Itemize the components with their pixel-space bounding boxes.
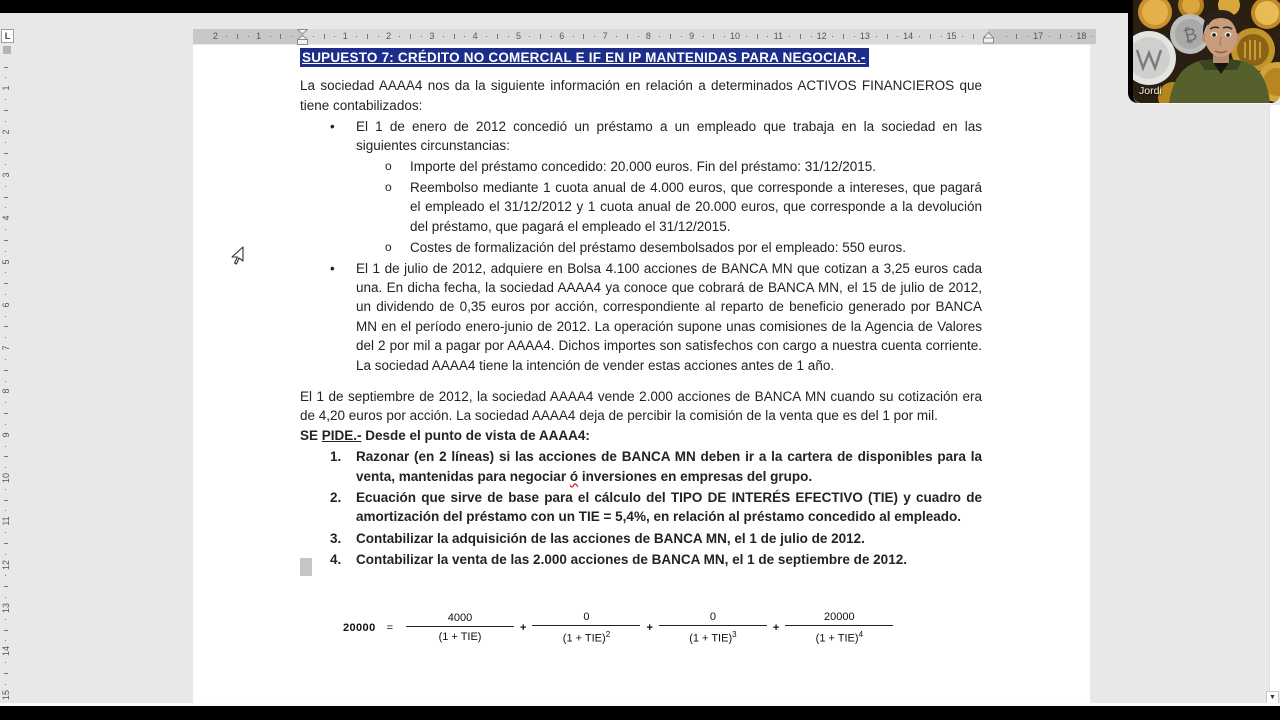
ruler-number: 4 xyxy=(1,215,11,221)
ruler-tick xyxy=(854,36,855,37)
ruler-tick xyxy=(5,597,6,598)
ruler-tick xyxy=(659,36,660,37)
ruler-number: 6 xyxy=(559,31,565,41)
numbered-item-text xyxy=(356,488,982,527)
ruler-tick xyxy=(4,500,8,501)
ruler-tick xyxy=(5,381,6,382)
bullet-item-shares xyxy=(300,259,982,375)
ruler-tick xyxy=(421,36,422,37)
ruler-tick xyxy=(313,36,314,37)
webcam-participant-name: Jordi xyxy=(1139,85,1162,97)
ruler-tick xyxy=(5,337,6,338)
ruler-tick xyxy=(670,34,671,39)
numbered-item-label: 1. xyxy=(330,449,342,465)
left-indent-marker[interactable] xyxy=(297,29,308,45)
ruler-tick xyxy=(5,207,6,208)
ruler-tick xyxy=(334,36,335,37)
ruler-tick xyxy=(5,77,6,78)
ruler-tick xyxy=(1016,34,1017,39)
ruler-tick xyxy=(454,34,455,39)
bullet-marker: • xyxy=(330,118,335,134)
numbered-item xyxy=(300,447,982,486)
sub-bullet-marker: o xyxy=(385,159,392,174)
sub-bullet-item xyxy=(300,178,982,236)
ruler-number: 1 xyxy=(1,85,11,91)
numbered-item-label: 2. xyxy=(330,490,342,506)
ruler-tick xyxy=(4,543,8,544)
ruler-tick xyxy=(486,36,487,37)
ruler-tick xyxy=(540,34,541,39)
ruler-number: 15 xyxy=(946,31,957,41)
numbered-item-text xyxy=(356,529,982,548)
ruler-tick xyxy=(887,34,888,39)
fraction-numerator: 20000 xyxy=(785,611,893,626)
ruler-number: 7 xyxy=(1,345,11,351)
ruler-number: 15 xyxy=(1,689,11,700)
ruler-tick xyxy=(1071,36,1072,37)
fraction-numerator: 0 xyxy=(659,611,767,626)
ruler-number: 8 xyxy=(1,388,11,394)
ruler-tick xyxy=(962,36,963,37)
ruler-tick xyxy=(5,294,6,295)
ruler-number: 13 xyxy=(859,31,870,41)
ruler-tick xyxy=(5,640,6,641)
ruler-tick xyxy=(930,34,931,39)
text-part: inversiones en empresas del grupo. xyxy=(578,468,813,484)
sub-bullet-list xyxy=(300,157,982,257)
ruler-tick xyxy=(876,36,877,37)
ruler-tick xyxy=(5,467,6,468)
sub-bullet-text: Costes de formalización del préstamo desembolsados por el empleado: 550 euros. xyxy=(410,239,907,255)
ruler-tick xyxy=(5,229,6,230)
ruler-number: 13 xyxy=(1,602,11,613)
ruler-tick xyxy=(5,251,6,252)
document-content xyxy=(300,48,982,572)
ruler-tick xyxy=(1049,36,1050,37)
ruler-tick xyxy=(324,34,325,39)
ruler-tick xyxy=(5,142,6,143)
ruler-tick xyxy=(4,413,8,414)
ruler-tick xyxy=(583,34,584,39)
formula-fraction xyxy=(659,611,767,645)
text-part: Desde el punto de vista de AAAA4: xyxy=(361,427,590,443)
document-title-line xyxy=(300,48,982,67)
vertical-ruler[interactable] xyxy=(0,29,13,703)
ruler-tick xyxy=(4,370,8,371)
ruler-tick xyxy=(919,36,920,37)
text-part: PIDE.- xyxy=(321,427,362,443)
ruler-tick xyxy=(410,34,411,39)
text-part: Ecuación que sirve de base para el cálculo del TIPO DE INTERÉS EFECTIVO (TIE) y cuadro de amortización del préstamo con un TIE = 5,4%, en relación al préstamo concedido al empleado. xyxy=(356,490,982,525)
fraction-exponent: 3 xyxy=(732,630,737,639)
formula-plus: + xyxy=(520,621,527,634)
ruler-tick xyxy=(5,359,6,360)
bullet-item-text: El 1 de julio de 2012, adquiere en Bolsa 4.100 acciones de BANCA MN que cotizan a 3,25 euros cada una. En dicha fecha, la sociedad AAAA4 ya conoce que cobrará de BANCA MN, el 15 de julio de 2012, un dividendo de 0,35 euros por acción, correspondiente al reparto de beneficio generado por BANCA MN en el período enero-junio de 2012. La operación supone unas comisiones de la Agencia de Valores del 2 por mil a pagar por AAAA4. Dichos importes son satisfechos con cargo a nuestra cuenta corriente. La sociedad AAAA4 tiene la intención de vender estas acciones antes de 1 año. xyxy=(356,260,982,373)
ruler-number: 1 xyxy=(342,31,348,41)
ruler-tick xyxy=(832,36,833,37)
ruler-tick xyxy=(4,240,8,241)
ruler-tick xyxy=(248,36,249,37)
ruler-tick xyxy=(4,110,8,111)
text-part: Contabilizar la venta de las 2.000 acciones de BANCA MN, el 1 de septiembre de 2012. xyxy=(356,552,907,568)
ruler-tick xyxy=(724,36,725,37)
ruler-tick xyxy=(237,34,238,39)
ruler-tick xyxy=(713,34,714,39)
ruler-number: 2 xyxy=(212,31,218,41)
sub-bullet-text: Importe del préstamo concedido: 20.000 euros. Fin del préstamo: 31/12/2015. xyxy=(410,159,877,175)
bullet-marker: • xyxy=(330,260,335,276)
numbered-list xyxy=(300,447,982,569)
ruler-tick xyxy=(4,586,8,587)
formula-plus: + xyxy=(772,621,780,634)
numbered-item xyxy=(300,550,982,569)
ruler-number: 17 xyxy=(1033,31,1044,41)
ruler-tick xyxy=(4,197,8,198)
ruler-number: 6 xyxy=(1,302,11,308)
ruler-tick xyxy=(941,36,942,37)
ruler-number: 10 xyxy=(1,472,11,483)
numbered-item-label: 4. xyxy=(330,552,342,568)
ruler-tick xyxy=(800,34,801,39)
ruler-tick xyxy=(1006,36,1007,37)
ruler-tick xyxy=(443,36,444,37)
sub-bullet-marker: o xyxy=(385,239,392,254)
bullet-item-text: El 1 de enero de 2012 concedió un préstamo a un empleado que trabaja en la sociedad en las siguientes circunstancias: xyxy=(356,118,982,154)
fraction-denominator: (1 + TIE)$^3$ xyxy=(689,630,737,645)
ruler-tick xyxy=(508,36,509,37)
ruler-tick xyxy=(627,34,628,39)
se-pide-line xyxy=(300,426,982,445)
formula-fraction xyxy=(532,611,640,645)
ruler-tick xyxy=(5,164,6,165)
numbered-item-text xyxy=(356,447,982,486)
ruler-tick xyxy=(984,36,985,37)
ruler-tick xyxy=(5,272,6,273)
bullet-item-loan xyxy=(300,117,982,156)
formula-fraction xyxy=(406,612,514,643)
ruler-tick xyxy=(897,36,898,37)
ruler-number: 18 xyxy=(1076,31,1087,41)
ruler-tick xyxy=(367,34,368,39)
svg-text:₿: ₿ xyxy=(1181,23,1200,48)
fraction-exponent: 2 xyxy=(605,630,611,639)
ruler-tick xyxy=(5,316,6,317)
ruler-tick xyxy=(551,36,552,37)
ruler-number: 12 xyxy=(1,559,11,570)
fraction-denominator: (1 + TIE)$^4$ xyxy=(815,630,864,645)
fraction-denominator: (1 + TIE) xyxy=(438,631,482,644)
ruler-tick xyxy=(616,36,617,37)
text-part: Contabilizar la adquisición de las acciones de BANCA MN, el 1 de julio de 2012. xyxy=(356,530,865,546)
ruler-number: 5 xyxy=(515,31,522,41)
numbered-item xyxy=(300,488,982,527)
webcam-video xyxy=(1133,0,1280,103)
ruler-tick xyxy=(5,619,6,620)
misspelled-word: ó xyxy=(569,468,579,484)
ruler-tick xyxy=(757,34,758,39)
fraction-denominator: (1 + TIE)$^2$ xyxy=(562,630,611,645)
ruler-tick xyxy=(4,67,8,68)
numbered-item xyxy=(300,529,982,548)
ruler-tick xyxy=(5,532,6,533)
ruler-number: 11 xyxy=(773,31,783,41)
ruler-tick xyxy=(226,36,227,37)
ruler-number: 9 xyxy=(1,432,11,438)
ruler-number: 4 xyxy=(472,31,478,41)
numbered-item-label: 3. xyxy=(330,530,342,546)
formula-fraction xyxy=(785,611,893,645)
ruler-tick xyxy=(5,489,6,490)
ruler-tick xyxy=(399,36,400,37)
ruler-tick xyxy=(464,36,465,37)
ruler-tick xyxy=(5,575,6,576)
formula-equals: = xyxy=(386,621,394,634)
ruler-number: 14 xyxy=(903,31,914,41)
formula-lhs: 20000 xyxy=(343,621,376,634)
ruler-tick xyxy=(4,630,8,631)
mouse-cursor xyxy=(228,246,246,266)
formula-plus: + xyxy=(646,621,653,634)
sub-bullet-marker: o xyxy=(385,179,392,194)
ruler-number: 2 xyxy=(386,31,392,41)
ruler-number: 14 xyxy=(1,646,11,657)
ruler-tick xyxy=(573,36,574,37)
ruler-tick xyxy=(4,673,8,674)
fraction-numerator: 0 xyxy=(532,611,640,626)
ruler-tick xyxy=(973,34,974,39)
ruler-tick xyxy=(5,121,6,122)
ruler-tick xyxy=(1092,36,1093,37)
ruler-tick xyxy=(5,662,6,663)
ruler-tick xyxy=(291,36,292,37)
text-part: SE xyxy=(300,427,322,443)
ruler-tick xyxy=(703,36,704,37)
ruler-tick xyxy=(5,510,6,511)
ruler-tick xyxy=(638,36,639,37)
ruler-tick xyxy=(356,36,357,37)
ruler-tick xyxy=(843,34,844,39)
ruler-tick xyxy=(811,36,812,37)
ruler-number: 12 xyxy=(816,31,827,41)
sub-bullet-item xyxy=(300,157,982,176)
ruler-tick xyxy=(270,36,271,37)
ruler-tick xyxy=(4,283,8,284)
ruler-tick xyxy=(529,36,530,37)
ruler-number: 2 xyxy=(1,129,11,135)
ruler-number: 3 xyxy=(1,172,11,178)
tie-formula xyxy=(343,611,893,645)
right-indent-marker[interactable] xyxy=(983,32,994,44)
sub-bullet-text: Reembolso mediante 1 cuota anual de 4.000 euros, que corresponde a intereses, que pagará el empleado el 31/12/2012 y 1 cuota anual de 20.000 euros, que corresponde a la devolución del préstamo, que pagará el empleado el 31/12/2015. xyxy=(410,179,982,234)
intro-paragraph: La sociedad AAAA4 nos da la siguiente información en relación a determinados ACTIVOS FINANCIEROS que tiene contabilizados: xyxy=(300,78,982,113)
ruler-tick xyxy=(378,36,379,37)
ruler-number: 9 xyxy=(689,31,695,41)
webcam-tile[interactable] xyxy=(1128,0,1280,103)
ruler-tick xyxy=(4,326,8,327)
ruler-tick xyxy=(5,424,6,425)
ruler-tick xyxy=(4,153,8,154)
scroll-down-button[interactable]: ▼ xyxy=(1266,691,1279,705)
fraction-exponent: 4 xyxy=(858,630,864,639)
ruler-tick xyxy=(681,36,682,37)
fraction-numerator: 4000 xyxy=(406,612,514,627)
sub-bullet-item xyxy=(300,238,982,257)
ruler-tick xyxy=(4,456,8,457)
ruler-number: 7 xyxy=(602,31,608,41)
tab-stop-selector[interactable]: L xyxy=(1,29,14,43)
horizontal-ruler[interactable] xyxy=(193,29,1096,44)
ruler-tick xyxy=(594,36,595,37)
ruler-tick xyxy=(5,402,6,403)
ruler-number: 10 xyxy=(729,31,741,41)
vertical-scrollbar[interactable] xyxy=(1269,105,1280,692)
ruler-tick xyxy=(497,34,498,39)
text-part: Razonar (en 2 líneas) si las acciones de BANCA MN deben ir a la cartera de disponibles para la venta, mantenidas para negociar xyxy=(356,449,982,484)
selection-block xyxy=(300,558,312,576)
ruler-tick xyxy=(746,36,747,37)
ruler-number: 11 xyxy=(1,516,11,526)
ruler-tick xyxy=(5,446,6,447)
ruler-number: 1 xyxy=(256,31,262,41)
ruler-number: 5 xyxy=(1,259,11,265)
ruler-number: 8 xyxy=(645,31,651,41)
ruler-tick xyxy=(5,186,6,187)
ruler-number: 3 xyxy=(429,31,435,41)
top-black-bar xyxy=(0,0,1280,13)
september-paragraph: El 1 de septiembre de 2012, la sociedad AAAA4 vende 2.000 acciones de BANCA MN cuando su cotización era de 4,20 euros por acción. La sociedad AAAA4 deja de percibir la comisión de la venta que es del 1 por mil. xyxy=(300,389,982,424)
ruler-tick xyxy=(280,34,281,39)
ruler-tick xyxy=(5,99,6,100)
ruler-corner-square xyxy=(3,46,11,54)
document-title: SUPUESTO 7: CRÉDITO NO COMERCIAL E IF EN IP MANTENIDAS PARA NEGOCIAR.- xyxy=(300,48,869,67)
ruler-tick xyxy=(5,684,6,685)
numbered-item-text xyxy=(356,550,982,569)
ruler-tick xyxy=(1027,36,1028,37)
ruler-tick xyxy=(5,554,6,555)
document-page[interactable] xyxy=(193,45,1090,703)
bottom-black-bar xyxy=(0,706,1280,720)
ruler-tick xyxy=(767,36,768,37)
ruler-tick xyxy=(789,36,790,37)
ruler-tick xyxy=(1060,34,1061,39)
